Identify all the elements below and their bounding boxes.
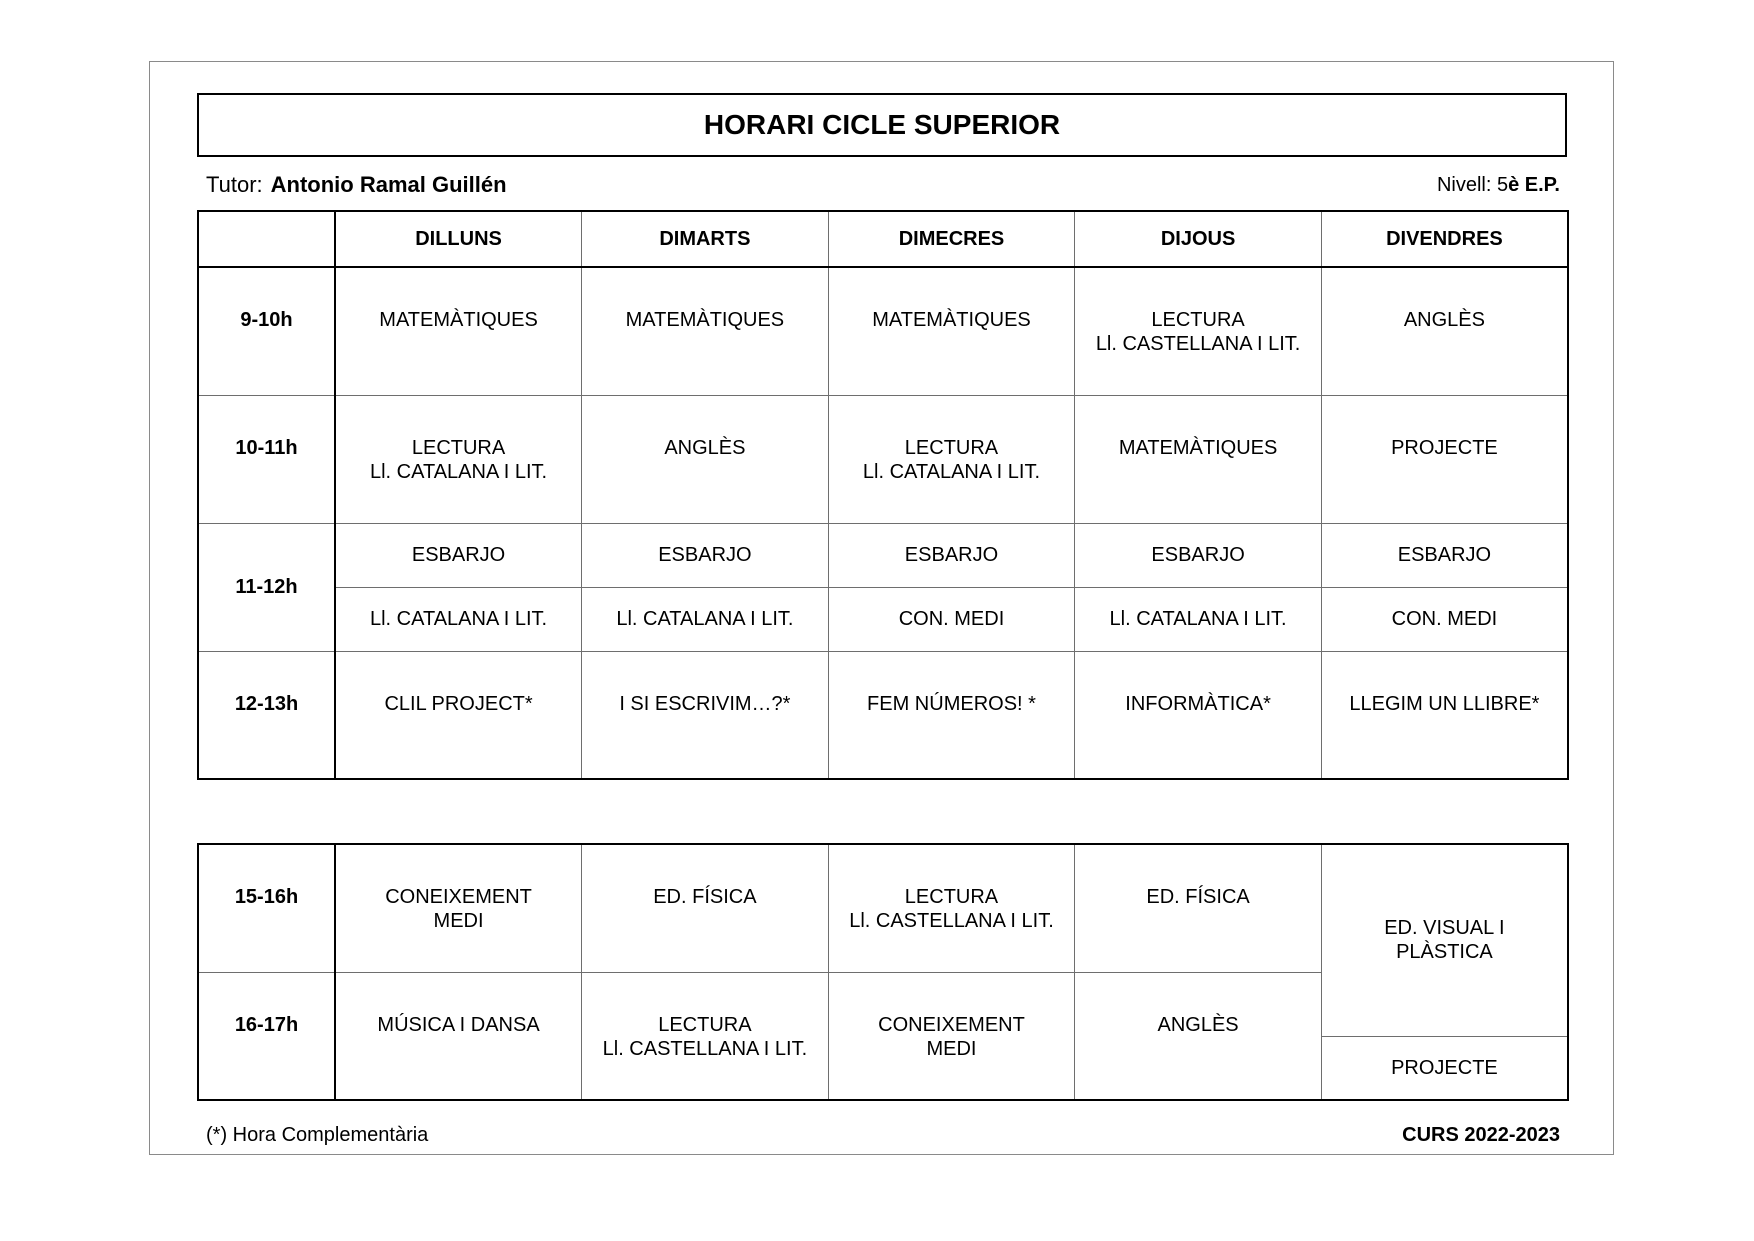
day-header: DILLUNS	[335, 211, 582, 267]
course-year: CURS 2022-2023	[1402, 1124, 1560, 1146]
day-header: DIMARTS	[582, 211, 829, 267]
class-cell: CON. MEDI	[828, 587, 1075, 651]
hour-cell: 10-11h	[198, 395, 335, 523]
class-cell: ANGLÈS	[1075, 972, 1322, 1100]
break-cell: ESBARJO	[828, 523, 1075, 587]
class-cell: ANGLÈS	[582, 395, 829, 523]
tutor-label: Tutor:	[206, 172, 263, 197]
row-9-10	[198, 267, 1568, 395]
class-cell: ED. FÍSICA	[582, 844, 829, 972]
class-cell: LECTURA Ll. CATALANA I LIT.	[335, 395, 582, 523]
row-11-12-break	[198, 523, 1568, 587]
class-cell: LECTURA Ll. CATALANA I LIT.	[828, 395, 1075, 523]
class-cell: LECTURA Ll. CASTELLANA I LIT.	[828, 844, 1075, 972]
row-15-16-a	[198, 844, 1568, 908]
class-cell: Ll. CATALANA I LIT.	[335, 587, 582, 651]
class-cell: MATEMÀTIQUES	[828, 267, 1075, 395]
hour-cell: 9-10h	[198, 267, 335, 395]
page-title: HORARI CICLE SUPERIOR	[197, 93, 1567, 157]
class-cell: LECTURA Ll. CASTELLANA I LIT.	[582, 972, 829, 1100]
nivell-line	[1437, 174, 1560, 197]
class-cell: MÚSICA I DANSA	[335, 972, 582, 1100]
morning-timetable	[197, 210, 1569, 780]
class-cell: CONEIXEMENT MEDI	[335, 844, 582, 972]
class-cell: INFORMÀTICA*	[1075, 651, 1322, 779]
friday-projecte-cell: PROJECTE	[1321, 1036, 1568, 1100]
header-row	[198, 211, 1568, 267]
hour-cell: 12-13h	[198, 651, 335, 779]
break-cell: ESBARJO	[335, 523, 582, 587]
break-cell: ESBARJO	[1321, 523, 1568, 587]
class-cell: LECTURA Ll. CASTELLANA I LIT.	[1075, 267, 1322, 395]
class-cell: I SI ESCRIVIM…?*	[582, 651, 829, 779]
break-cell: ESBARJO	[582, 523, 829, 587]
nivell-value: è E.P.	[1508, 174, 1560, 196]
row-10-11	[198, 395, 1568, 523]
afternoon-timetable	[197, 843, 1569, 1101]
class-cell: ED. FÍSICA	[1075, 844, 1322, 972]
class-cell: PROJECTE	[1321, 395, 1568, 523]
class-cell: Ll. CATALANA I LIT.	[1075, 587, 1322, 651]
footnote: (*) Hora Complementària	[206, 1124, 429, 1146]
class-cell: MATEMÀTIQUES	[582, 267, 829, 395]
class-cell: Ll. CATALANA I LIT.	[582, 587, 829, 651]
break-cell: ESBARJO	[1075, 523, 1322, 587]
hour-cell: 15-16h	[198, 844, 335, 972]
friday-visual-cell: ED. VISUAL I PLÀSTICA	[1321, 844, 1568, 1036]
class-cell: LLEGIM UN LLIBRE*	[1321, 651, 1568, 779]
tutor-line	[206, 172, 507, 198]
hour-cell: 11-12h	[198, 523, 335, 651]
class-cell: MATEMÀTIQUES	[335, 267, 582, 395]
day-header: DIMECRES	[828, 211, 1075, 267]
tutor-name: Antonio Ramal Guillén	[270, 172, 507, 197]
class-cell: MATEMÀTIQUES	[1075, 395, 1322, 523]
class-cell: CON. MEDI	[1321, 587, 1568, 651]
day-header: DIVENDRES	[1321, 211, 1568, 267]
corner-cell	[198, 211, 335, 267]
class-cell: CLIL PROJECT*	[335, 651, 582, 779]
hour-cell: 16-17h	[198, 972, 335, 1100]
day-header: DIJOUS	[1075, 211, 1322, 267]
class-cell: CONEIXEMENT MEDI	[828, 972, 1075, 1100]
row-12-13	[198, 651, 1568, 779]
nivell-label: Nivell: 5	[1436, 174, 1509, 196]
row-11-12-class	[198, 587, 1568, 651]
class-cell: ANGLÈS	[1321, 267, 1568, 395]
class-cell: FEM NÚMEROS! *	[828, 651, 1075, 779]
